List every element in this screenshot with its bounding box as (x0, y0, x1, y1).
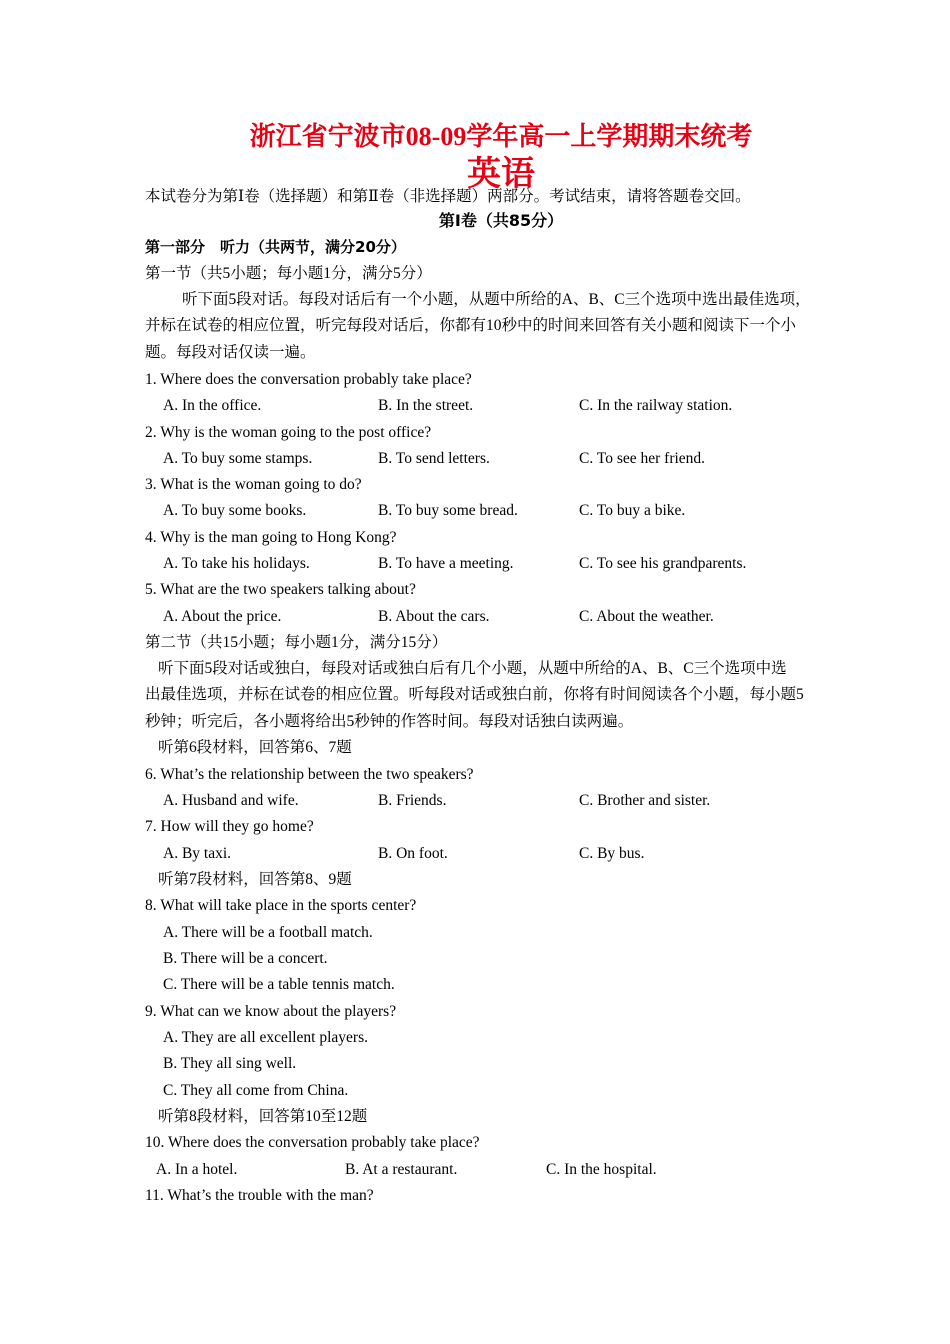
q4-option-b: B. To have a meeting. (378, 555, 514, 572)
q1-option-b: B. In the street. (378, 397, 474, 414)
exam-title: 浙江省宁波市08-09学年高一上学期期末统考 (249, 122, 753, 151)
volume-heading: 第Ⅰ卷（共85分） (438, 211, 564, 230)
q8-option-a: A. There will be a football match. (163, 924, 373, 941)
q9-option-a: A. They are all excellent players. (163, 1029, 368, 1046)
q1-option-a: A. In the office. (163, 397, 262, 414)
q5-option-b: B. About the cars. (378, 608, 490, 625)
q7-option-b: B. On foot. (378, 845, 448, 862)
subject-title: 英语 (467, 156, 535, 193)
q3-option-a: A. To buy some books. (163, 502, 307, 519)
q7-option-c: C. By bus. (579, 845, 645, 862)
q4-option-a: A. To take his holidays. (163, 555, 310, 572)
question-8: 8. What will take place in the sports center? (145, 897, 417, 914)
section1-instruction-line2: 并标在试卷的相应位置，听完每段对话后，你都有10秒中的时间来回答有关小题和阅读下一个小 (145, 317, 797, 334)
q5-option-c: C. About the weather. (579, 608, 714, 625)
q3-option-b: B. To buy some bread. (378, 502, 518, 519)
question-4: 4. Why is the man going to Hong Kong? (145, 529, 397, 546)
section1-instruction-line3: 题。每段对话仅读一遍。 (145, 344, 316, 361)
question-11: 11. What’s the trouble with the man? (145, 1187, 374, 1204)
question-5: 5. What are the two speakers talking about? (145, 581, 416, 598)
intro-text: 本试卷分为第Ⅰ卷（选择题）和第Ⅱ卷（非选择题）两部分。考试结束，请将答题卷交回。 (145, 188, 751, 205)
q2-option-a: A. To buy some stamps. (163, 450, 313, 467)
q6-option-c: C. Brother and sister. (579, 792, 711, 809)
q1-option-c: C. In the railway station. (579, 397, 733, 414)
material-6-note: 听第6段材料，回答第6、7题 (158, 739, 352, 756)
q8-option-c: C. There will be a table tennis match. (163, 976, 395, 993)
section2-instruction-line1: 听下面5段对话或独白，每段对话或独白后有几个小题，从题中所给的A、B、C三个选项中选 (158, 660, 787, 677)
q6-option-a: A. Husband and wife. (163, 792, 299, 809)
q6-option-b: B. Friends. (378, 792, 447, 809)
q10-option-c: C. In the hospital. (546, 1161, 657, 1178)
question-6: 6. What’s the relationship between the two speakers? (145, 766, 474, 783)
section2-instruction-line2: 出最佳选项，并标在试卷的相应位置。听每段对话或独白前，你将有时间阅读各个小题，每小题5 (145, 686, 804, 703)
material-8-note: 听第8段材料，回答第10至12题 (158, 1108, 368, 1125)
question-10: 10. Where does the conversation probably take place? (145, 1134, 480, 1151)
question-3: 3. What is the woman going to do? (145, 476, 362, 493)
section2-instruction-line3: 秒钟；听完后，各小题将给出5秒钟的作答时间。每段对话独白读两遍。 (145, 713, 634, 730)
q7-option-a: A. By taxi. (163, 845, 232, 862)
q8-option-b: B. There will be a concert. (163, 950, 328, 967)
q2-option-c: C. To see her friend. (579, 450, 706, 467)
q10-option-a: A. In a hotel. (156, 1161, 238, 1178)
q2-option-b: B. To send letters. (378, 450, 490, 467)
q10-option-b: B. At a restaurant. (345, 1161, 458, 1178)
question-2: 2. Why is the woman going to the post office? (145, 424, 432, 441)
section1-heading: 第一节（共5小题；每小题1分，满分5分） (145, 265, 432, 282)
question-7: 7. How will they go home? (145, 818, 314, 835)
question-1: 1. Where does the conversation probably take place? (145, 371, 472, 388)
q4-option-c: C. To see his grandparents. (579, 555, 747, 572)
q3-option-c: C. To buy a bike. (579, 502, 686, 519)
q5-option-a: A. About the price. (163, 608, 282, 625)
q9-option-b: B. They all sing well. (163, 1055, 297, 1072)
part1-heading: 第一部分 听力（共两节，满分20分） (145, 238, 406, 256)
section2-heading: 第二节（共15小题；每小题1分，满分15分） (145, 634, 448, 651)
question-9: 9. What can we know about the players? (145, 1003, 397, 1020)
q9-option-c: C. They all come from China. (163, 1082, 349, 1099)
section1-instruction-line1: 听下面5段对话。每段对话后有一个小题，从题中所给的A、B、C三个选项中选出最佳选项， (182, 291, 811, 308)
material-7-note: 听第7段材料，回答第8、9题 (158, 871, 352, 888)
